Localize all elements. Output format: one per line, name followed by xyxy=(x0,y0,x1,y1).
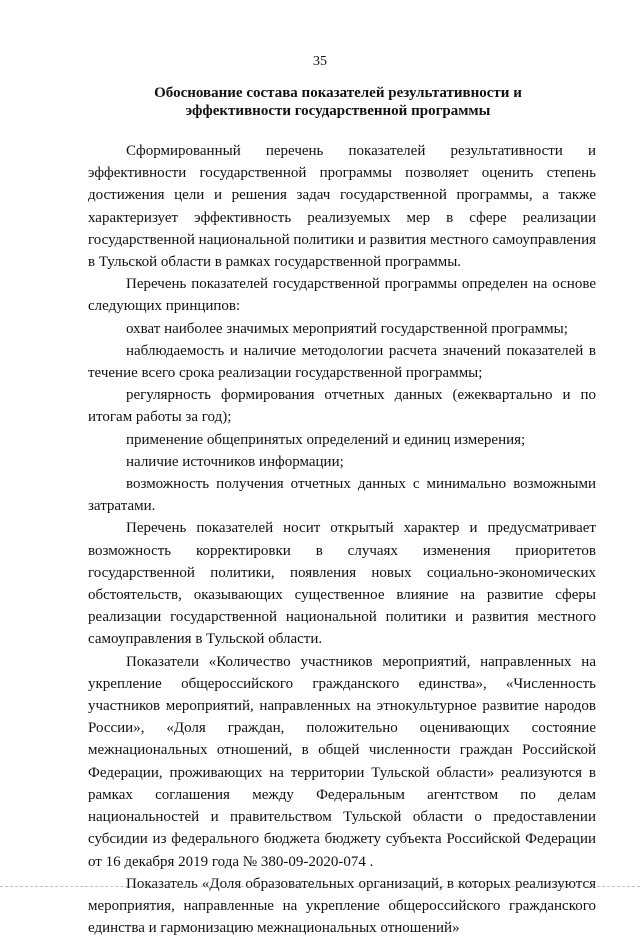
principle-item: регулярность формирования отчетных данных (ежеквартально и по итогам работы за год); xyxy=(88,387,596,426)
principle-item: возможность получения отчетных данных с минимально возможными затратами. xyxy=(88,476,596,515)
paragraph-education-indicator: Показатель «Доля образовательных организаций, в которых реализуются мероприятия, направленные на укрепление общероссийского гражданского единства и гармонизацию межнациональных отношений» xyxy=(88,875,596,937)
title-line-2: эффективности государственной программы xyxy=(185,103,491,119)
paragraph-indicators-agreement: Показатели «Количество участников мероприятий, направленных на укрепление общероссийского гражданского единства», «Численность участников мероприятий, направленных на этнокультурное развитие народов России», «Доля граждан, положительно оценивающих состояние межнациональных отношений, в общей численности граждан Российской Федерации, проживающих на территории Тульской области» реализуются в рамках соглашения между Федеральным агентством по делам национальностей и правительством Тульской области о предоставлении субсидии из федерального бюджета бюджету субъекта Российской Федерации от 16 декабря 2019 года № 380-09-2020-074 . xyxy=(88,653,596,870)
document-title xyxy=(88,84,588,120)
principle-item: наблюдаемость и наличие методологии расчета значений показателей в течение всего срока реализации государственной программы; xyxy=(88,342,596,382)
scan-edge-line xyxy=(0,886,640,887)
paragraph-open-character: Перечень показателей носит открытый характер и предусматривает возможность корректировки в случаях изменения приоритетов государственной политики, появления новых социально-экономических обстоятельств, оказывающих существенное влияние на развитие сферы реализации государственной национальной политики и развития местного самоуправления в Тульской области. xyxy=(88,520,596,648)
document-body xyxy=(88,140,596,939)
principle-item: наличие источников информации; xyxy=(126,453,344,470)
principle-item: охват наиболее значимых мероприятий государственной программы; xyxy=(126,320,568,337)
principle-item: применение общепринятых определений и единиц измерения; xyxy=(126,431,526,448)
page-number: 35 xyxy=(313,54,327,69)
title-line-1: Обоснование состава показателей результативности и xyxy=(154,85,522,101)
paragraph-intro: Сформированный перечень показателей результативности и эффективности государственной программы позволяет оценить степень достижения цели и решения задач государственной программы, а также характеризует эффективность реализуемых мер в сфере реализации государственной национальной политики и развития местного самоуправления в Тульской области в рамках государственной программы. xyxy=(88,143,596,271)
paragraph-principles-lead: Перечень показателей государственной программы определен на основе следующих принципов: xyxy=(88,276,596,315)
